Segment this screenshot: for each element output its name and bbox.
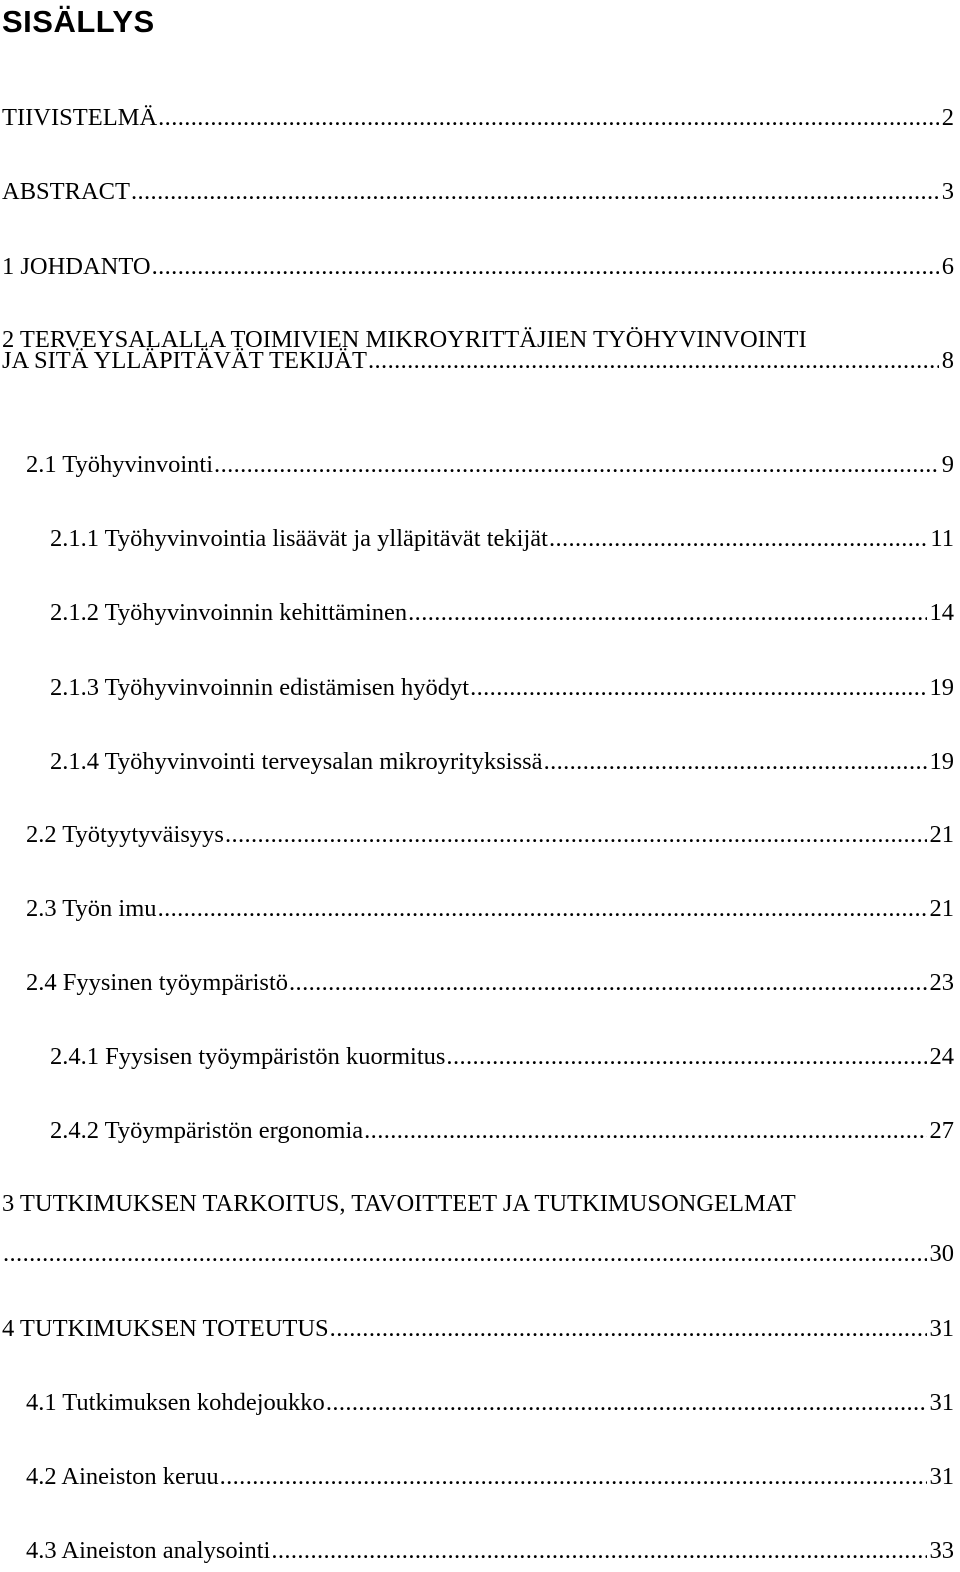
toc-entry-2-1[interactable] xyxy=(26,448,954,482)
toc-entry-4-2[interactable] xyxy=(26,1460,954,1494)
toc-entry-chapter4[interactable] xyxy=(2,1312,954,1346)
dot-leader xyxy=(549,522,927,556)
toc-entry-label: 2.1.3 Työhyvinvoinnin edistämisen hyödyt xyxy=(50,674,470,701)
page-title: SISÄLLYS xyxy=(2,4,155,39)
toc-entry-page: 21 xyxy=(929,895,954,922)
toc-entry-label: 2.1.1 Työhyvinvointia lisäävät ja ylläpitävät tekijät xyxy=(50,525,548,552)
dot-leader xyxy=(131,175,939,209)
toc-entry-label: 2.1 Työhyvinvointi xyxy=(26,451,214,478)
dot-leader xyxy=(446,1040,926,1074)
toc-entry-page: 30 xyxy=(929,1240,954,1267)
toc-entry-label: TIIVISTELMÄ xyxy=(2,104,158,131)
dot-leader xyxy=(214,448,939,482)
toc-entry-page: 19 xyxy=(929,674,954,701)
dot-leader xyxy=(289,966,926,1000)
dot-leader xyxy=(220,1460,927,1494)
dot-leader xyxy=(544,745,927,779)
toc-entry-2-1-3[interactable] xyxy=(50,671,954,705)
toc-entry-2-4[interactable] xyxy=(26,966,954,1000)
toc-entry-page: 9 xyxy=(941,451,954,478)
toc-entry-page: 8 xyxy=(941,347,954,374)
dot-leader xyxy=(152,250,939,284)
toc-entry-2-1-4[interactable] xyxy=(50,745,954,779)
toc-entry-label: 1 JOHDANTO xyxy=(2,253,151,280)
toc-entry-label: 2.1.4 Työhyvinvointi terveysalan mikroyrityksissä xyxy=(50,748,543,775)
toc-entry-chapter2-line1[interactable]: 2 TERVEYSALALLA TOIMIVIEN MIKROYRITTÄJIEN TYÖHYVINVOINTI xyxy=(2,326,807,353)
toc-entry-page: 2 xyxy=(941,104,954,131)
toc-entry-page: 19 xyxy=(929,748,954,775)
toc-entry-label: 2.4.1 Fyysisen työympäristön kuormitus xyxy=(50,1043,446,1070)
toc-entry-page: 3 xyxy=(941,178,954,205)
toc-entry-label: 4.1 Tutkimuksen kohdejoukko xyxy=(26,1389,325,1416)
toc-entry-page: 23 xyxy=(929,969,954,996)
toc-entry-abstract[interactable] xyxy=(2,175,954,209)
toc-entry-page: 21 xyxy=(929,821,954,848)
toc-entry-label: JA SITÄ YLLÄPITÄVÄT TEKIJÄT xyxy=(2,347,367,374)
toc-entry-2-2[interactable] xyxy=(26,818,954,852)
toc-entry-2-3[interactable] xyxy=(26,892,954,926)
toc-entry-chapter3-line1[interactable]: 3 TUTKIMUKSEN TARKOITUS, TAVOITTEET JA TUTKIMUSONGELMAT xyxy=(2,1190,796,1217)
toc-entry-2-4-2[interactable] xyxy=(50,1114,954,1148)
toc-entry-2-1-2[interactable] xyxy=(50,596,954,630)
toc-entry-label: 2.3 Työn imu xyxy=(26,895,157,922)
toc-entry-page: 14 xyxy=(929,599,954,626)
dot-leader xyxy=(158,892,927,926)
dot-leader xyxy=(330,1312,927,1346)
toc-entry-4-3[interactable] xyxy=(26,1534,954,1568)
dot-leader xyxy=(225,818,927,852)
toc-entry-label: 2.4.2 Työympäristön ergonomia xyxy=(50,1117,364,1144)
dot-leader xyxy=(470,671,926,705)
toc-entry-label: 2.1.2 Työhyvinvoinnin kehittäminen xyxy=(50,599,408,626)
toc-entry-tiivistelma[interactable] xyxy=(2,101,954,135)
toc-entry-label: 4.2 Aineiston keruu xyxy=(26,1463,219,1490)
toc-entry-label: ABSTRACT xyxy=(2,178,130,205)
toc-entry-page: 31 xyxy=(929,1315,954,1342)
toc-entry-chapter2[interactable] xyxy=(2,344,954,378)
dot-leader xyxy=(271,1534,926,1568)
toc-entry-4-1[interactable] xyxy=(26,1386,954,1420)
toc-entry-page: 31 xyxy=(929,1389,954,1416)
dot-leader xyxy=(3,1237,927,1271)
toc-entry-page: 24 xyxy=(929,1043,954,1070)
toc-entry-2-1-1[interactable] xyxy=(50,522,954,556)
toc-entry-label: 2.4 Fyysinen työympäristö xyxy=(26,969,289,996)
dot-leader xyxy=(368,344,939,378)
dot-leader xyxy=(364,1114,926,1148)
toc-entry-page: 27 xyxy=(929,1117,954,1144)
toc-entry-page: 33 xyxy=(929,1537,954,1564)
toc-entry-label: 4.3 Aineiston analysointi xyxy=(26,1537,271,1564)
toc-entry-label: 4 TUTKIMUKSEN TOTEUTUS xyxy=(2,1315,329,1342)
toc-entry-page: 6 xyxy=(941,253,954,280)
dot-leader xyxy=(326,1386,927,1420)
toc-entry-2-4-1[interactable] xyxy=(50,1040,954,1074)
dot-leader xyxy=(408,596,926,630)
toc-entry-page: 31 xyxy=(929,1463,954,1490)
dot-leader xyxy=(158,101,939,135)
toc-entry-johdanto[interactable] xyxy=(2,250,954,284)
toc-entry-label: 2.2 Työtyytyväisyys xyxy=(26,821,224,848)
toc-entry-chapter3[interactable] xyxy=(2,1237,954,1271)
toc-entry-page: 11 xyxy=(930,525,954,552)
